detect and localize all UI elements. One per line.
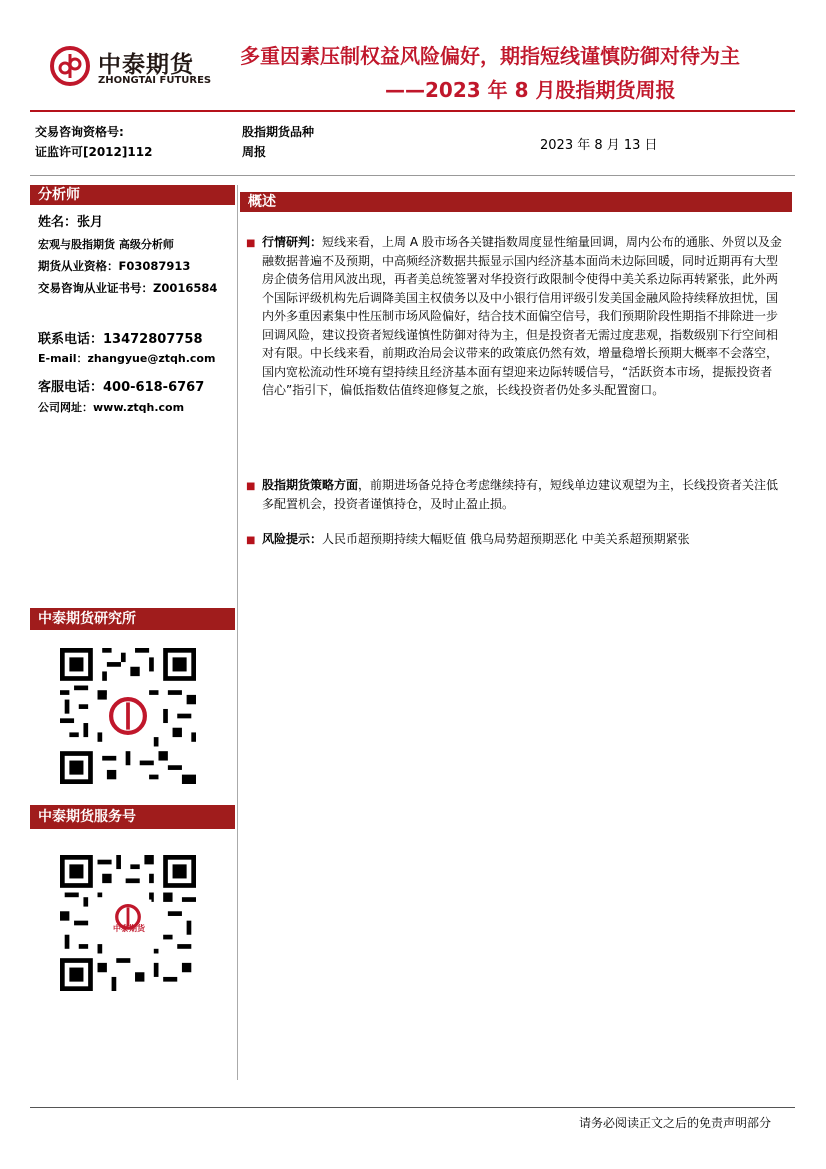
service-account-header: 中泰期货服务号 [30,805,235,829]
bullet-1-icon: ■ [246,238,256,249]
analyst-certificate: 交易咨询从业证书号：Z0016584 [38,281,218,295]
company-website[interactable]: 公司网址：www.ztqh.com [38,401,185,414]
report-subtitle: ——2023 年 8 月股指期货周报 [385,78,676,102]
footer-divider [30,1107,795,1108]
analyst-header: 分析师 [30,185,235,205]
institute-header: 中泰期货研究所 [30,608,235,630]
market-analysis-label: 行情研判： [262,235,323,249]
logo-emblem-icon [50,46,90,86]
logo-english-name: ZHONGTAI FUTURES [98,75,212,86]
analyst-name: 姓名：张月 [38,215,104,230]
report-date: 2023 年 8 月 13 日 [540,138,658,153]
report-title: 多重因素压制权益风险偏好，期指短线谨慎防御对待为主 [240,44,740,68]
report-category: 股指期货品种 [242,125,315,139]
logo-chinese-name: 中泰期货 [98,52,194,78]
report-type: 周报 [242,145,267,159]
contact-phone: 联系电话：13472807758 [38,332,203,347]
risk-paragraph [262,530,782,549]
market-analysis-text: 短线来看，上周 A 股市场各关键指数周度显性缩量回调，周内公布的通胀、外贸以及金融数据普遍不及预期，中高频经济数据共振显示国内经济基本面尚未边际回暖，同时近期再有大型房企债务信用风波出现，再者美总统签署对华投资行政限制令使得中美关系边际再转紧张，此外两个国际评级机构先后调降美国主权债务以及中小银行信用评级引发美国金融风险持续释放担忧，国内外多重因素集中性压制市场风险偏好，结合技术面偏空信号，我们预期阶段性期指不排除进一步回调风险，建议投资者短线谨慎性防御对待为主，但是投资者无需过度悲观，指数级别下行空间相对有限。中长线来看，前期政治局会议带来的政策底仍然有效，增量稳增长预期大概率不会落空，国内宽松流动性环境有望持续且经济基本面有望迎来边际转暖信号，“活跃资本市场，提振投资者信心”指引下，偏低指数估值终迎修复之旅，长线投资者仍处多头配置窗口。 [262,235,782,397]
meta-divider [30,175,795,176]
service-phone: 客服电话：400-618-6767 [38,380,205,395]
strategy-text: ，前期进场备兑持仓考虑继续持有，短线单边建议观望为主，长线投资者关注低多配置机会，投资者谨慎持仓，及时止盈止损。 [262,478,779,511]
qr-center-label: 中泰期货 [113,924,145,933]
license-number: 证监许可[2012]112 [35,145,153,159]
risk-text: 人民币超预期持续大幅贬值 俄乌局势超预期恶化 中美关系超预期紧张 [322,532,690,546]
market-analysis-paragraph [262,233,782,400]
analyst-role: 宏观与股指期货 高级分析师 [38,238,174,251]
header-divider [30,110,795,112]
contact-email[interactable]: E-mail：zhangyue@ztqh.com [38,352,216,365]
column-divider [237,185,238,1080]
overview-header: 概述 [240,192,792,212]
disclaimer-notice: 请务必阅读正文之后的免责声明部分 [578,1116,771,1130]
institute-qr-code-icon [60,648,196,784]
bullet-2-icon: ■ [246,481,256,492]
risk-label: 风险提示： [262,532,323,546]
bullet-3-icon: ■ [246,535,256,546]
strategy-label: 股指期货策略方面 [262,478,359,492]
company-logo [50,44,230,96]
analyst-qualification: 期货从业资格：F03087913 [38,259,191,273]
qualification-label: 交易咨询资格号: [35,125,124,139]
strategy-paragraph [262,476,782,513]
